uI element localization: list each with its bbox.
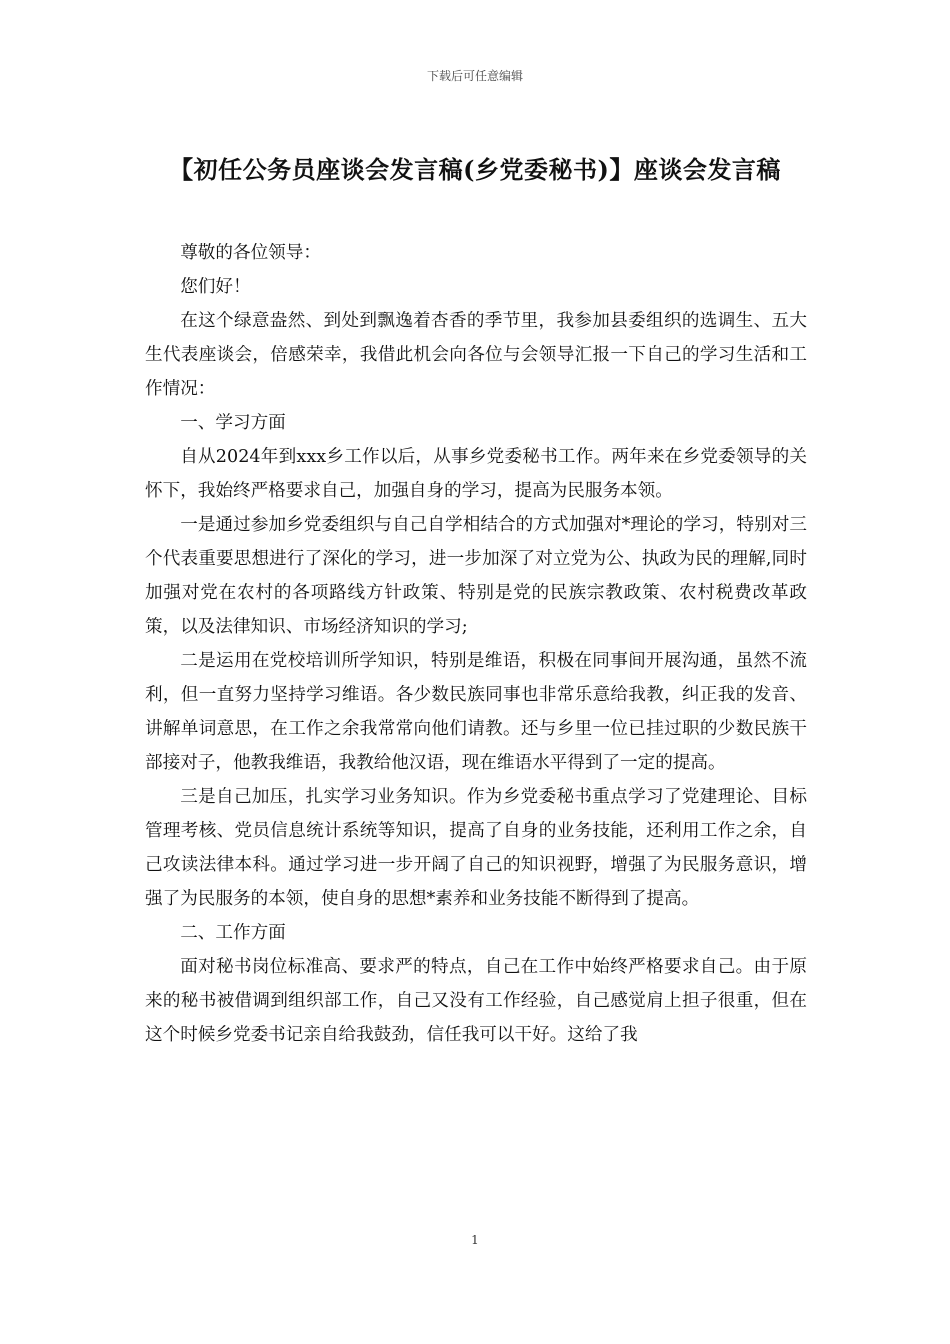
paragraph-work-overview: 面对秘书岗位标准高、要求严的特点，自己在工作中始终严格要求自己。由于原来的秘书被借调到组织部工作，自己又没有工作经验，自己感觉肩上担子很重，但在这个时候乡党委书记亲自给我鼓劲，信任我可以干好。这给了我 — [145, 957, 807, 1045]
paragraph-salutation: 尊敬的各位领导： — [180, 243, 321, 263]
paragraph-intro: 在这个绿意盎然、到处到飘逸着杏香的季节里，我参加县委组织的选调生、五大生代表座谈会，倍感荣幸，我借此机会向各位与会领导汇报一下自己的学习生活和工作情况： — [145, 311, 807, 399]
section-heading-work: 二、工作方面 — [180, 923, 286, 943]
section-heading-study: 一、学习方面 — [180, 413, 286, 433]
document-title: 【初任公务员座谈会发言稿(乡党委秘书)】座谈会发言稿 — [169, 155, 781, 184]
paragraph-greeting: 您们好！ — [180, 277, 251, 297]
paragraph-study-point-3: 三是自己加压，扎实学习业务知识。作为乡党委秘书重点学习了党建理论、目标管理考核、党员信息统计系统等知识，提高了自身的业务技能，还利用工作之余，自己攻读法律本科。通过学习进一步开阔了自己的知识视野，增强了为民服务意识，增强了为民服务的本领，使自身的思想*素养和业务技能不断得到了提高。 — [145, 787, 807, 909]
page-header-note: 下载后可任意编辑 — [426, 69, 523, 83]
page-number: 1 — [471, 1233, 479, 1247]
paragraph-study-point-1: 一是通过参加乡党委组织与自己自学相结合的方式加强对*理论的学习，特别对三个代表重要思想进行了深化的学习，进一步加深了对立党为公、执政为民的理解,同时加强对党在农村的各项路线方针政策、特别是党的民族宗教政策、农村税费改革政策，以及法律知识、市场经济知识的学习; — [145, 515, 807, 637]
paragraph-study-point-2: 二是运用在党校培训所学知识，特别是维语，积极在同事间开展沟通，虽然不流利，但一直努力坚持学习维语。各少数民族同事也非常乐意给我教，纠正我的发音、讲解单词意思，在工作之余我常常向他们请教。还与乡里一位已挂过职的少数民族干部接对子，他教我维语，我教给他汉语，现在维语水平得到了一定的提高。 — [145, 651, 807, 773]
paragraph-study-overview: 自从2024年到xxx乡工作以后，从事乡党委秘书工作。两年来在乡党委领导的关怀下，我始终严格要求自己，加强自身的学习，提高为民服务本领。 — [145, 447, 807, 501]
document-body — [145, 236, 807, 1052]
